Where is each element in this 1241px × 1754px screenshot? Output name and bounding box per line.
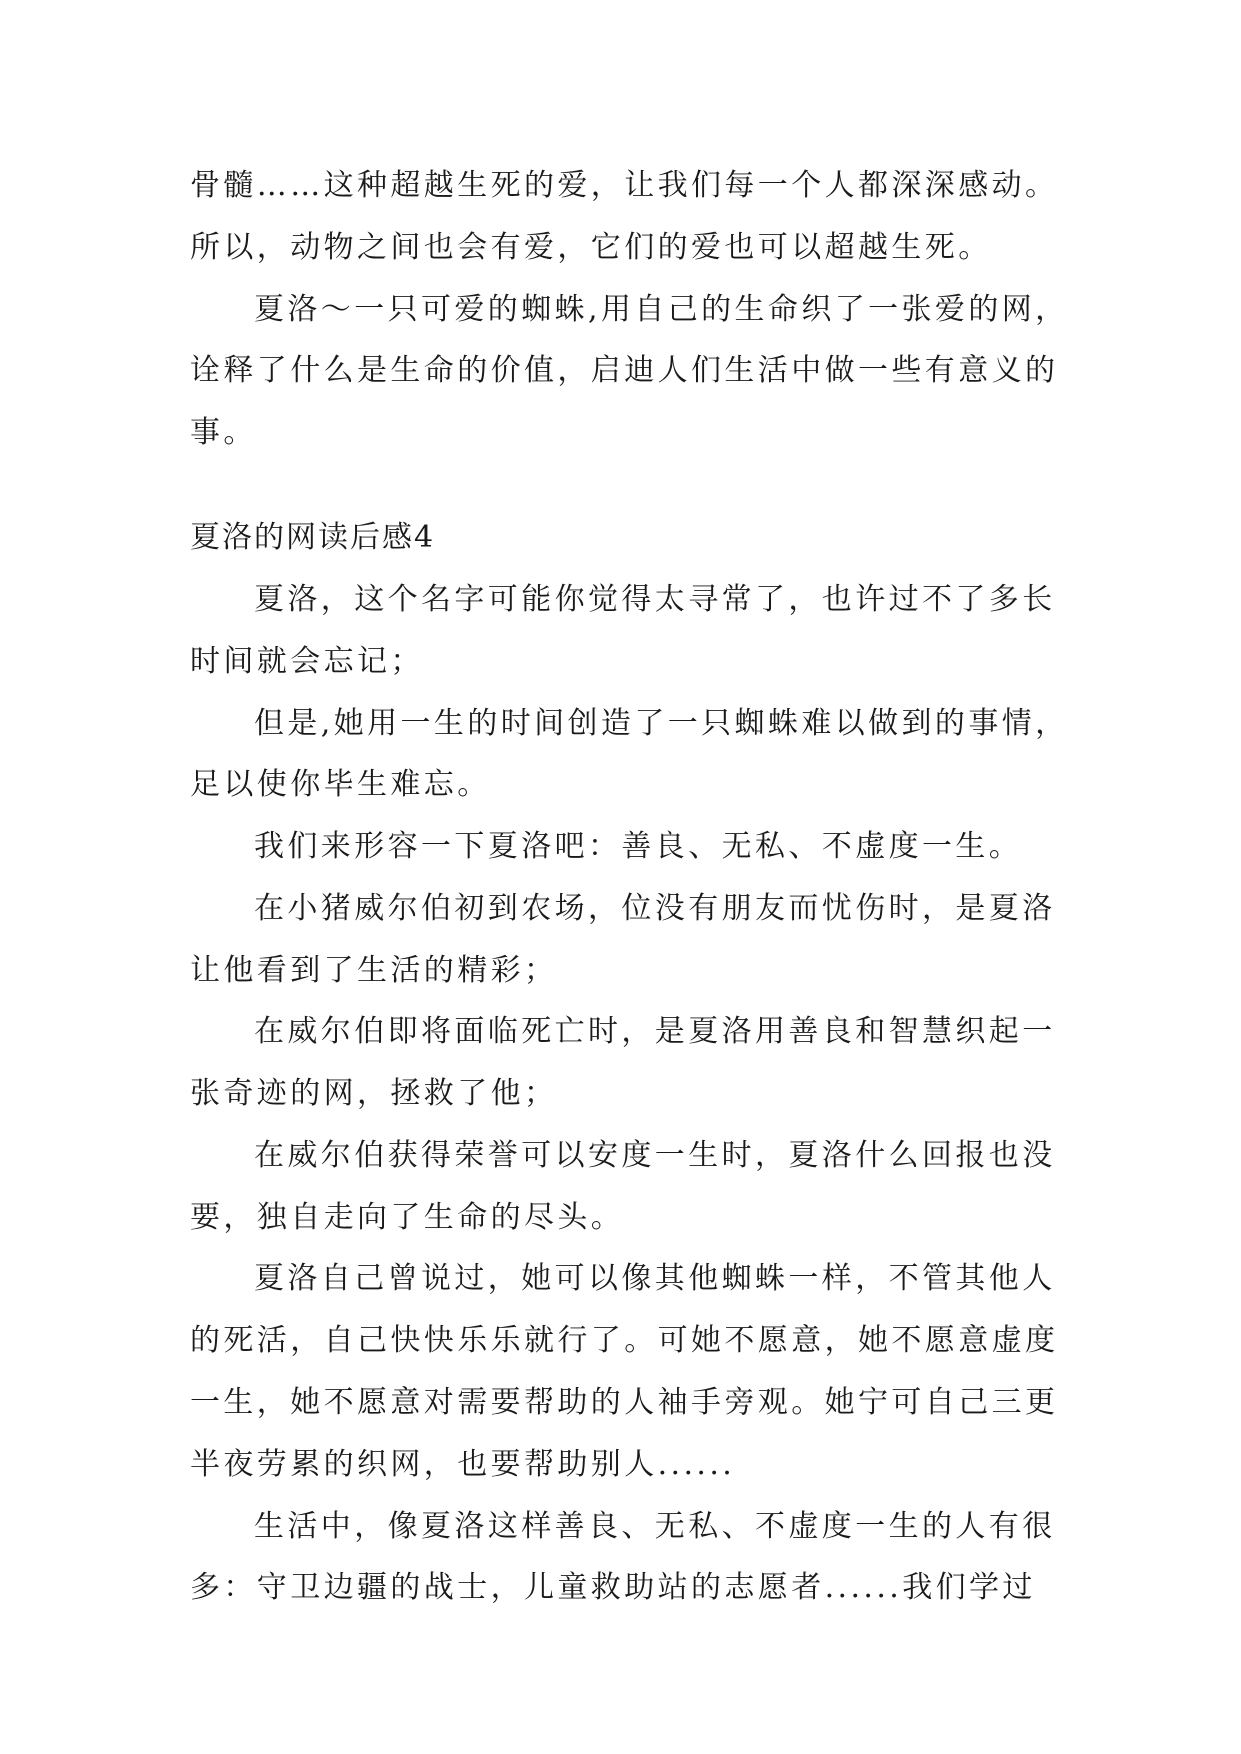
section-heading: 夏洛的网读后感4 [190, 520, 436, 555]
text-line: 我们来形容一下夏洛吧：善良、无私、不虚度一生。 [254, 829, 1023, 864]
text-line: 生活中，像夏洛这样善良、无私、不虚度一生的人有很 [254, 1509, 1056, 1544]
text-line: 诠释了什么是生命的价值，启迪人们生活中做一些有意义的 [190, 353, 1059, 388]
text-line: 的死活，自己快快乐乐就行了。可她不愿意，她不愿意虚度 [190, 1323, 1059, 1358]
text-line: 时间就会忘记； [190, 644, 424, 679]
text-line: 所以，动物之间也会有爱，它们的爱也可以超越生死。 [190, 230, 992, 265]
text-line: 在威尔伯获得荣誉可以安度一生时，夏洛什么回报也没 [254, 1138, 1056, 1173]
text-line: 一生，她不愿意对需要帮助的人袖手旁观。她宁可自己三更 [190, 1385, 1059, 1420]
text-line: 让他看到了生活的精彩； [190, 953, 558, 988]
text-line: 要，独自走向了生命的尽头。 [190, 1200, 625, 1235]
text-line: 在小猪威尔伯初到农场，位没有朋友而忧伤时，是夏洛 [254, 891, 1056, 926]
text-line: 多：守卫边疆的战士，儿童救助站的志愿者......我们学过 [190, 1570, 1036, 1605]
text-line: 但是,她用一生的时间创造了一只蜘蛛难以做到的事情， [254, 706, 1069, 741]
text-line: 夏洛，这个名字可能你觉得太寻常了，也许过不了多长 [254, 582, 1056, 617]
text-line: 夏洛自己曾说过，她可以像其他蜘蛛一样，不管其他人 [254, 1261, 1056, 1296]
text-line: 张奇迹的网，拯救了他； [190, 1076, 558, 1111]
text-line: 足以使你毕生难忘。 [190, 767, 491, 802]
text-line: 骨髓……这种超越生死的爱，让我们每一个人都深深感动。 [190, 168, 1059, 203]
text-line: 事。 [190, 415, 257, 450]
text-line: 夏洛～一只可爱的蜘蛛,用自己的生命织了一张爱的网， [254, 292, 1069, 327]
text-line: 在威尔伯即将面临死亡时，是夏洛用善良和智慧织起一 [254, 1014, 1056, 1049]
text-line: 半夜劳累的织网，也要帮助别人...... [190, 1447, 736, 1482]
